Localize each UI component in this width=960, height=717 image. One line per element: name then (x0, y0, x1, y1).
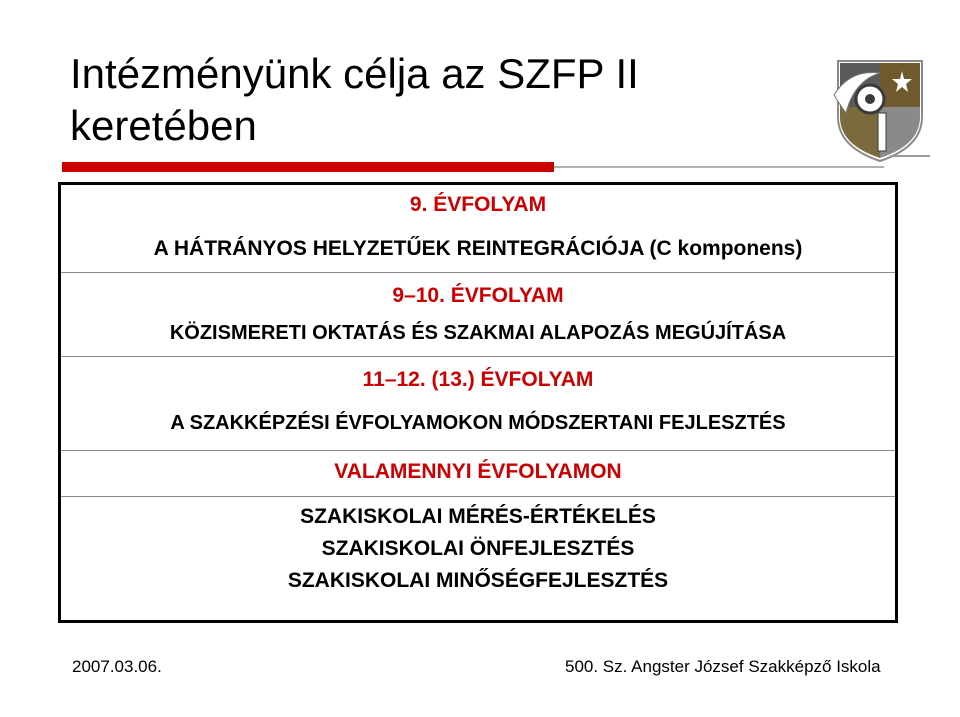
title-underline-red (62, 162, 554, 172)
divider (61, 450, 895, 451)
list-item: SZAKISKOLAI ÖNFEJLESZTÉS (321, 537, 635, 560)
grade-9-heading: 9. ÉVFOLYAM (409, 193, 547, 216)
grade-11-12-heading: 11–12. (13.) ÉVFOLYAM (362, 368, 594, 391)
slide-title-line2: keretében (70, 102, 257, 149)
slide-title (70, 48, 639, 152)
vocational-methods-text: A SZAKKÉPZÉSI ÉVFOLYAMOKON MÓDSZERTANI FEJLESZTÉS (170, 412, 786, 434)
reintegration-text: A HÁTRÁNYOS HELYZETŰEK REINTEGRÁCIÓJA (C komponens) (153, 237, 803, 260)
general-education-text: KÖZISMERETI OKTATÁS ÉS SZAKMAI ALAPOZÁS MEGÚJÍTÁSA (169, 322, 787, 344)
divider (61, 496, 895, 497)
all-grades-heading: VALAMENNYI ÉVFOLYAMON (334, 460, 622, 483)
title-underline-gray (554, 166, 884, 168)
divider (61, 356, 895, 357)
grade-9-10-heading: 9–10. ÉVFOLYAM (392, 284, 564, 307)
slide-title-line1: Intézményünk célja az SZFP II (70, 50, 639, 97)
footer-date: 2007.03.06. (72, 657, 162, 676)
school-crest-icon (830, 55, 930, 165)
divider (61, 272, 895, 273)
list-item: SZAKISKOLAI MINŐSÉGFEJLESZTÉS (287, 569, 669, 592)
content-panel (58, 182, 898, 623)
footer-school: 500. Sz. Angster József Szakképző Iskola (565, 657, 881, 676)
list-item: SZAKISKOLAI MÉRÉS-ÉRTÉKELÉS (300, 505, 656, 528)
